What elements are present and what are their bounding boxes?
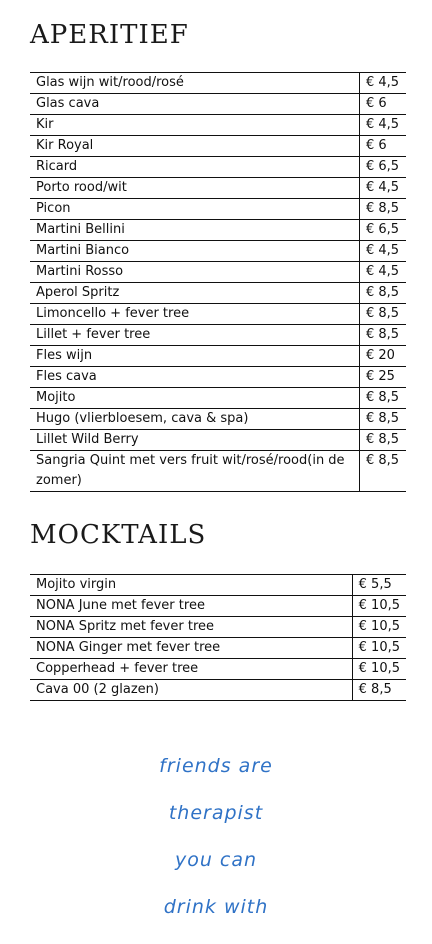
item-price: € 8,5: [360, 283, 407, 304]
item-name: Lillet + fever tree: [30, 325, 360, 346]
item-price: € 10,5: [352, 659, 406, 680]
item-name: Ricard: [30, 157, 360, 178]
table-row: [30, 367, 406, 388]
item-name: Fles cava: [30, 367, 360, 388]
item-name: NONA Spritz met fever tree: [30, 617, 352, 638]
item-name: Glas cava: [30, 94, 360, 115]
table-row: [30, 73, 406, 94]
item-name: Aperol Spritz: [30, 283, 360, 304]
item-name: Mojito virgin: [30, 575, 352, 596]
item-name: Sangria Quint met vers fruit wit/rosé/rood(in de zomer): [30, 451, 360, 492]
quote-text: [0, 748, 432, 936]
item-price: € 6: [360, 94, 407, 115]
table-row: [30, 220, 406, 241]
table-row: [30, 575, 406, 596]
table-row: [30, 199, 406, 220]
table-row: [30, 388, 406, 409]
item-price: € 8,5: [360, 451, 407, 492]
quote-line: therapist: [168, 802, 264, 824]
section-title-mocktails: MOCKTAILS: [30, 520, 207, 550]
quote-line: you can: [174, 849, 258, 871]
item-name: Glas wijn wit/rood/rosé: [30, 73, 360, 94]
table-row: [30, 409, 406, 430]
aperitief-price-table: [30, 72, 406, 492]
item-name: Copperhead + fever tree: [30, 659, 352, 680]
item-price: € 8,5: [360, 409, 407, 430]
table-row: [30, 115, 406, 136]
item-name: NONA Ginger met fever tree: [30, 638, 352, 659]
table-row: [30, 283, 406, 304]
item-price: € 25: [360, 367, 407, 388]
item-name: Mojito: [30, 388, 360, 409]
item-name: Kir Royal: [30, 136, 360, 157]
table-row: [30, 596, 406, 617]
item-price: € 8,5: [352, 680, 406, 701]
item-price: € 4,5: [360, 115, 407, 136]
item-price: € 6,5: [360, 157, 407, 178]
item-price: € 20: [360, 346, 407, 367]
table-row: [30, 241, 406, 262]
item-price: € 4,5: [360, 262, 407, 283]
item-price: € 5,5: [352, 575, 406, 596]
item-price: € 10,5: [352, 617, 406, 638]
item-name: Martini Bellini: [30, 220, 360, 241]
item-price: € 4,5: [360, 73, 407, 94]
table-row: [30, 325, 406, 346]
item-name: Martini Rosso: [30, 262, 360, 283]
item-price: € 8,5: [360, 199, 407, 220]
item-name: NONA June met fever tree: [30, 596, 352, 617]
table-row: [30, 136, 406, 157]
section-title-aperitief: APERITIEF: [30, 20, 189, 50]
item-price: € 4,5: [360, 178, 407, 199]
item-name: Lillet Wild Berry: [30, 430, 360, 451]
quote-line: drink with: [163, 896, 269, 918]
item-name: Hugo (vlierbloesem, cava & spa): [30, 409, 360, 430]
table-row: [30, 638, 406, 659]
item-price: € 4,5: [360, 241, 407, 262]
item-name: Cava 00 (2 glazen): [30, 680, 352, 701]
item-name: Limoncello + fever tree: [30, 304, 360, 325]
item-price: € 8,5: [360, 325, 407, 346]
table-row: [30, 451, 406, 492]
item-name: Picon: [30, 199, 360, 220]
item-name: Fles wijn: [30, 346, 360, 367]
mocktails-price-table: [30, 574, 406, 701]
item-price: € 8,5: [360, 388, 407, 409]
item-price: € 6,5: [360, 220, 407, 241]
item-price: € 6: [360, 136, 407, 157]
table-row: [30, 617, 406, 638]
table-row: [30, 157, 406, 178]
table-row: [30, 346, 406, 367]
item-price: € 8,5: [360, 430, 407, 451]
item-price: € 10,5: [352, 596, 406, 617]
item-name: Porto rood/wit: [30, 178, 360, 199]
quote-line: friends are: [159, 755, 273, 777]
table-row: [30, 680, 406, 701]
item-price: € 10,5: [352, 638, 406, 659]
item-name: Martini Bianco: [30, 241, 360, 262]
table-row: [30, 178, 406, 199]
item-name: Kir: [30, 115, 360, 136]
table-row: [30, 304, 406, 325]
table-row: [30, 94, 406, 115]
table-row: [30, 430, 406, 451]
table-row: [30, 659, 406, 680]
table-row: [30, 262, 406, 283]
item-price: € 8,5: [360, 304, 407, 325]
